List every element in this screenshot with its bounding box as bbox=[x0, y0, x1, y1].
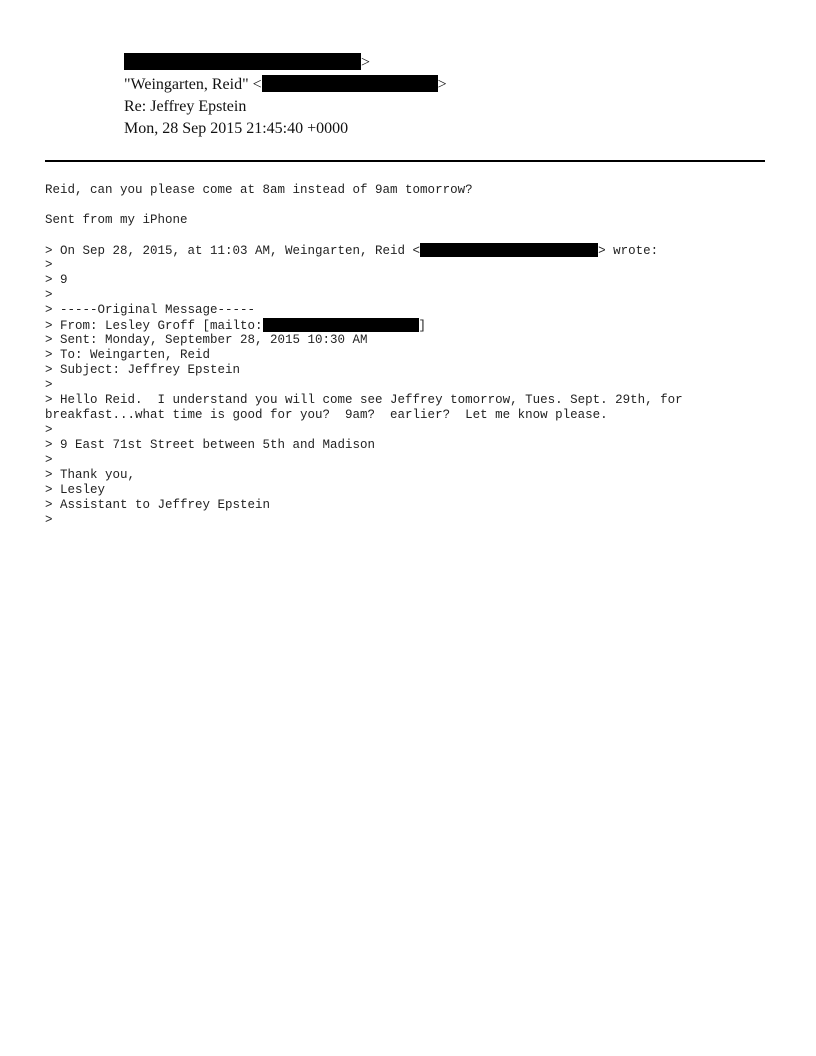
quote-from-line bbox=[45, 318, 426, 333]
quote-line: > Subject: Jeffrey Epstein bbox=[45, 363, 241, 377]
to-value bbox=[124, 75, 447, 95]
from-suffix: > bbox=[361, 54, 371, 71]
from-value bbox=[124, 53, 370, 73]
date-value: Mon, 28 Sep 2015 21:45:40 +0000 bbox=[124, 120, 349, 137]
quote-line: > bbox=[45, 453, 53, 467]
quote-line: > bbox=[45, 378, 53, 392]
quote-line: breakfast...what time is good for you? 9am? earlier? Let me know please. bbox=[45, 408, 608, 422]
quote-intro-prefix: > On Sep 28, 2015, at 11:03 AM, Weingarten, Reid < bbox=[45, 244, 421, 258]
quote-from-prefix: > From: Lesley Groff [mailto: bbox=[45, 319, 263, 333]
quote-from-suffix: ] bbox=[418, 319, 427, 333]
quote-line: > bbox=[45, 258, 53, 272]
quote-line: > -----Original Message----- bbox=[45, 303, 256, 317]
quote-line: > To: Weingarten, Reid bbox=[45, 348, 211, 362]
message-line: Reid, can you please come at 8am instead of 9am tomorrow? bbox=[45, 183, 473, 197]
quote-line: > Assistant to Jeffrey Epstein bbox=[45, 498, 271, 512]
quote-line: > Thank you, bbox=[45, 468, 136, 482]
signature-line: Sent from my iPhone bbox=[45, 213, 188, 227]
quote-line: > bbox=[45, 288, 53, 302]
header-divider bbox=[45, 160, 765, 162]
quote-line: > 9 East 71st Street between 5th and Madison bbox=[45, 438, 376, 452]
quote-line: > Lesley bbox=[45, 483, 106, 497]
redaction-block bbox=[420, 243, 598, 257]
redaction-block bbox=[124, 53, 361, 70]
quote-line: > 9 bbox=[45, 273, 68, 287]
quote-line: > bbox=[45, 513, 53, 527]
quote-line: > bbox=[45, 423, 53, 437]
redaction-block bbox=[263, 318, 419, 332]
subject-value: Re: Jeffrey Epstein bbox=[124, 98, 247, 115]
redaction-block bbox=[262, 75, 438, 92]
to-suffix: > bbox=[437, 76, 447, 93]
to-name: "Weingarten, Reid" < bbox=[124, 76, 262, 93]
quote-intro-suffix: > wrote: bbox=[598, 244, 659, 258]
quote-line: > Sent: Monday, September 28, 2015 10:30 AM bbox=[45, 333, 368, 347]
quote-intro-line bbox=[45, 243, 658, 258]
quote-line: > Hello Reid. I understand you will come see Jeffrey tomorrow, Tues. Sept. 29th, for bbox=[45, 393, 683, 407]
